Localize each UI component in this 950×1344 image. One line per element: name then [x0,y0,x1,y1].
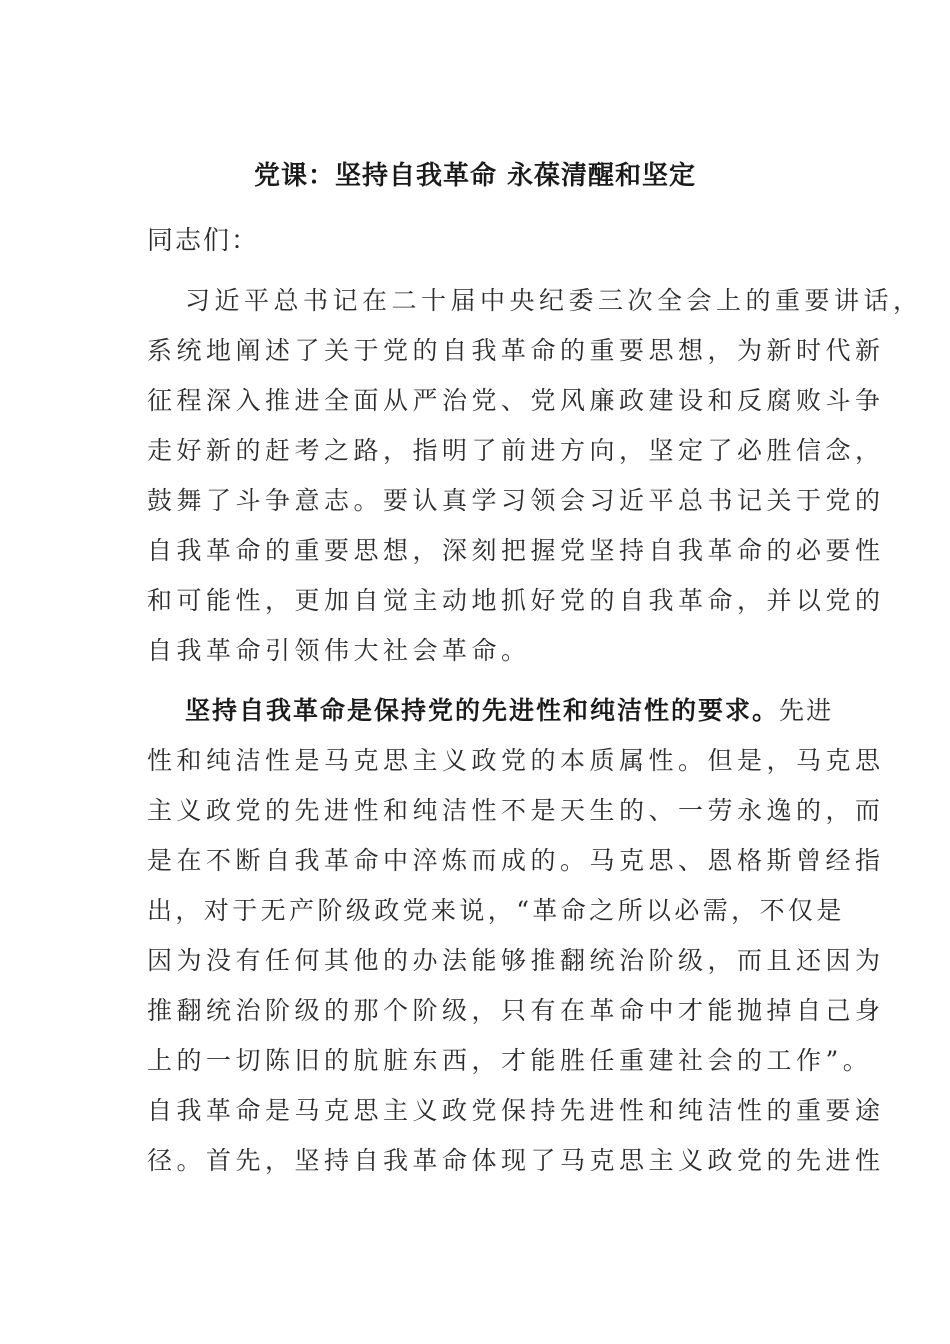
paragraph-first-line [147,686,834,736]
paragraph-line: 自我革命引领伟大社会革命。 [147,636,531,665]
document-title: 党课：坚持自我革命 永葆清醒和坚定 [253,161,697,191]
paragraph-line: 推翻统治阶级的那个阶级，只有在革命中才能抛掉自己身 [147,996,885,1025]
paragraph-line: 出，对于无产阶级政党来说，“革命之所以必需，不仅是 [147,896,845,925]
paragraph-line: 主义政党的先进性和纯洁性不是天生的、一劳永逸的，而 [147,796,885,825]
paragraph-line: 因为没有任何其他的办法能够推翻统治阶级，而且还因为 [147,946,885,975]
paragraph-line: 系统地阐述了关于党的自我革命的重要思想，为新时代新 [147,336,885,365]
paragraph-line: 鼓舞了斗争意志。要认真学习领会习近平总书记关于党的 [147,486,885,515]
paragraph-line: 和可能性，更加自觉主动地抓好党的自我革命，并以党的 [147,586,885,615]
salutation: 同志们： [147,226,260,256]
paragraph-line: 是在不断自我革命中淬炼而成的。马克思、恩格斯曾经指 [147,846,885,875]
paragraph-line: 性和纯洁性是马克思主义政党的本质属性。但是，马克思 [147,746,885,775]
paragraph-line: 自我革命的重要思想，深刻把握党坚持自我革命的必要性 [147,536,885,565]
paragraph-line: 征程深入推进全面从严治党、党风廉政建设和反腐败斗争 [147,386,885,415]
paragraph-line: 径。首先，坚持自我革命体现了马克思主义政党的先进性 [147,1146,885,1175]
paragraph-lead-sentence: 坚持自我革命是保持党的先进性和纯洁性的要求。 [185,696,780,725]
paragraph-first-line-rest: 先进 [779,696,834,725]
paragraph-1 [147,276,923,676]
paragraph-line: 上的一切陈旧的肮脏东西，才能胜任重建社会的工作”。 [147,1046,873,1075]
paragraph-line: 习近平总书记在二十届中央纪委三次全会上的重要讲话， [185,286,923,315]
paragraph-line: 走好新的赶考之路，指明了前进方向，坚定了必胜信念， [147,436,885,465]
paragraph-line: 自我革命是马克思主义政党保持先进性和纯洁性的重要途 [147,1096,885,1125]
paragraph-2 [147,686,885,1186]
